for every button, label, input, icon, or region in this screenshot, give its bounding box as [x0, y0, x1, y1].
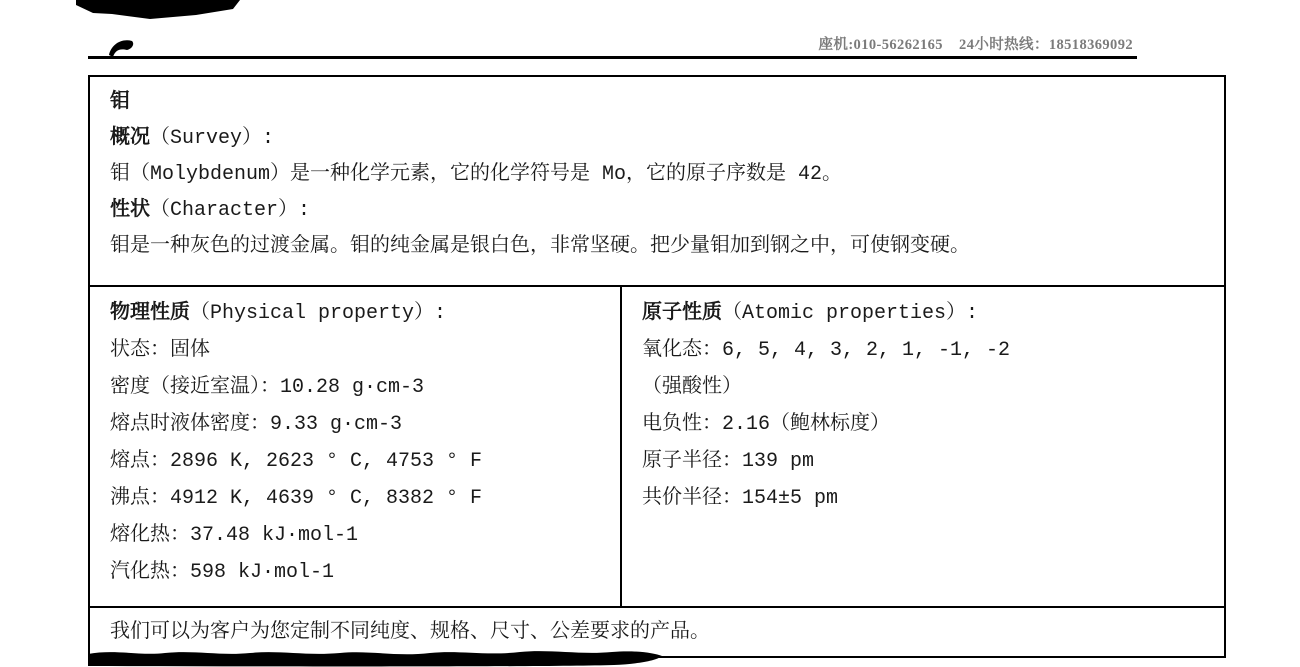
contact-info: 座机:010-56262165 24小时热线：18518369092: [818, 37, 1133, 53]
atomic-row: （强酸性）: [642, 376, 742, 399]
properties-columns: [90, 287, 1224, 608]
physical-row: 沸点：4912 K, 4639 ° C, 8382 ° F: [110, 487, 483, 510]
character-label: 性状: [110, 199, 150, 222]
survey-heading: [110, 121, 1204, 157]
character-label-en: （Character）:: [150, 199, 311, 222]
footer-note: 我们可以为客户为您定制不同纯度、规格、尺寸、公差要求的产品。: [110, 621, 710, 644]
physical-row: 密度（接近室温）：10.28 g·cm-3: [110, 376, 425, 399]
atomic-row: 氧化态：6, 5, 4, 3, 2, 1, -1, -2: [642, 339, 1011, 362]
physical-label-en: （Physical property）:: [190, 302, 447, 325]
atomic-row: 原子半径：139 pm: [642, 450, 815, 473]
physical-heading: [110, 295, 602, 332]
scan-artifact-mark: [109, 40, 133, 57]
atomic-heading: [642, 295, 1206, 332]
physical-label: 物理性质: [110, 302, 190, 325]
physical-row: 汽化热：598 kJ·mol-1: [110, 561, 335, 584]
survey-label-en: （Survey）:: [150, 127, 275, 150]
atomic-label: 原子性质: [642, 302, 722, 325]
physical-row: 熔化热：37.48 kJ·mol-1: [110, 524, 359, 547]
page-title: 钼: [110, 91, 130, 114]
atomic-properties-section: [622, 287, 1224, 606]
atomic-label-en: （Atomic properties）:: [722, 302, 979, 325]
survey-label: 概况: [110, 127, 150, 150]
product-info-table: [88, 75, 1226, 658]
scan-artifact-top-left: [76, 0, 240, 19]
header-divider: [88, 56, 1137, 59]
physical-properties-section: [90, 287, 622, 606]
survey-text: 钼（Molybdenum）是一种化学元素，它的化学符号是 Mo，它的原子序数是 42。: [110, 163, 843, 186]
physical-row: 熔点时液体密度：9.33 g·cm-3: [110, 413, 403, 436]
physical-row: 熔点：2896 K, 2623 ° C, 4753 ° F: [110, 450, 483, 473]
physical-row: 状态：固体: [110, 339, 210, 362]
atomic-row: 共价半径：154±5 pm: [642, 487, 839, 510]
atomic-row: 电负性：2.16（鲍林标度）: [642, 413, 891, 436]
intro-section: [90, 77, 1224, 287]
character-text: 钼是一种灰色的过渡金属。钼的纯金属是银白色，非常坚硬。把少量钼加到钢之中，可使钢变硬。: [110, 235, 970, 258]
character-heading: [110, 193, 1204, 229]
